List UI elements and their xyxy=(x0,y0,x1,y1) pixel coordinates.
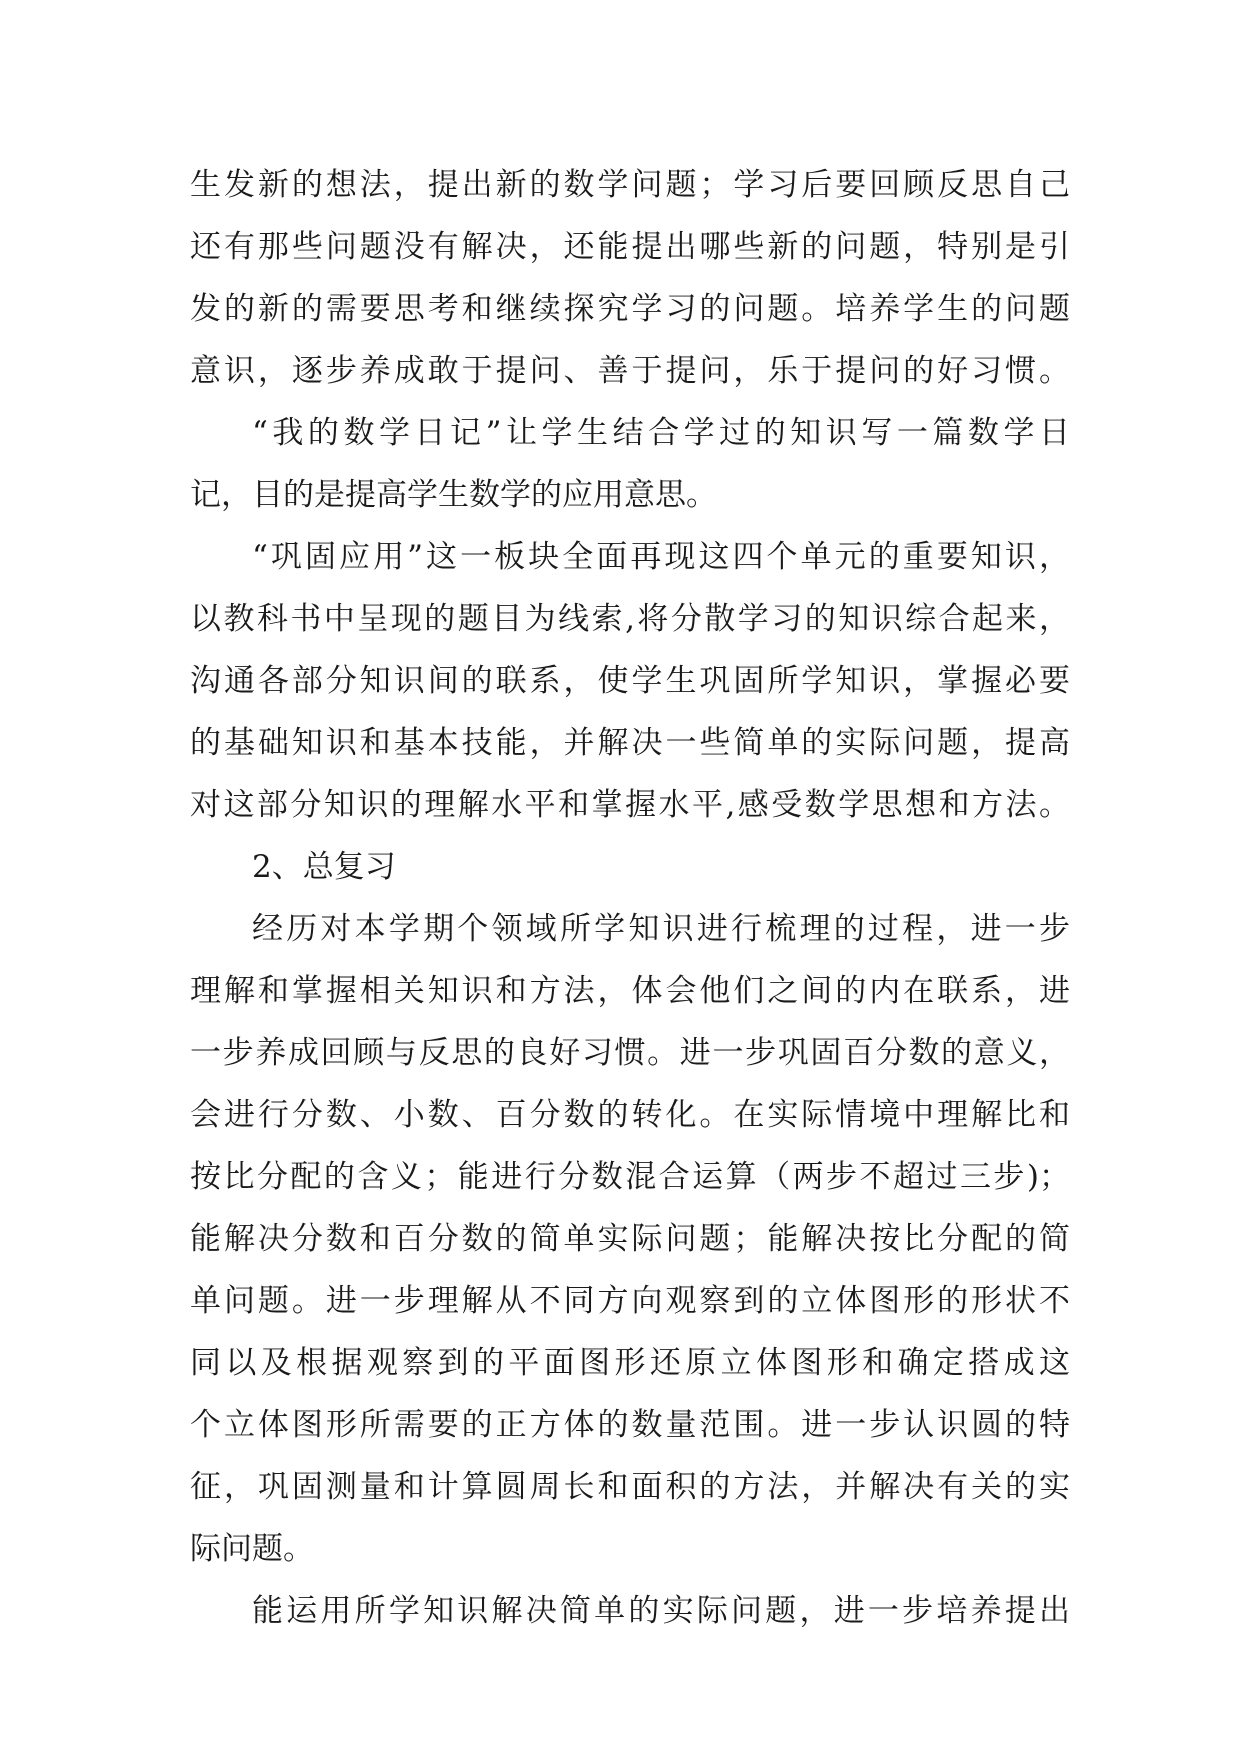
text-line: 对这部分知识的理解水平和掌握水平,感受数学思想和方法。 xyxy=(190,787,1070,823)
text-line: 能解决分数和百分数的简单实际问题；能解决按比分配的简 xyxy=(190,1221,1070,1257)
text-line: 按比分配的含义；能进行分数混合运算（两步不超过三步)； xyxy=(190,1159,1070,1195)
text-line: 一步养成回顾与反思的良好习惯。进一步巩固百分数的意义， xyxy=(190,1035,1070,1071)
text-line: 以教科书中呈现的题目为线索,将分散学习的知识综合起来， xyxy=(190,601,1070,637)
text-line: 单问题。进一步理解从不同方向观察到的立体图形的形状不 xyxy=(190,1283,1070,1319)
text-line: 发的新的需要思考和继续探究学习的问题。培养学生的问题 xyxy=(190,291,1070,327)
text-line: 理解和掌握相关知识和方法，体会他们之间的内在联系，进 xyxy=(190,973,1070,1009)
body-text xyxy=(190,154,1070,1642)
text-line: 能运用所学知识解决简单的实际问题，进一步培养提出 xyxy=(252,1593,1070,1629)
text-line: 沟通各部分知识间的联系，使学生巩固所学知识，掌握必要 xyxy=(190,663,1070,699)
text-line: 征，巩固测量和计算圆周长和面积的方法，并解决有关的实 xyxy=(190,1469,1070,1505)
text-line: “巩固应用”这一板块全面再现这四个单元的重要知识， xyxy=(252,539,1070,575)
section-heading: 2、总复习 xyxy=(252,849,396,885)
text-line: 还有那些问题没有解决，还能提出哪些新的问题，特别是引 xyxy=(190,229,1070,265)
text-line: 会进行分数、小数、百分数的转化。在实际情境中理解比和 xyxy=(190,1097,1070,1133)
text-line: 经历对本学期个领域所学知识进行梳理的过程，进一步 xyxy=(252,911,1070,947)
text-line: 生发新的想法，提出新的数学问题；学习后要回顾反思自己 xyxy=(190,167,1070,203)
text-line: 的基础知识和基本技能，并解决一些简单的实际问题，提高 xyxy=(190,725,1070,761)
text-line: 同以及根据观察到的平面图形还原立体图形和确定搭成这 xyxy=(190,1345,1070,1381)
text-line: 个立体图形所需要的正方体的数量范围。进一步认识圆的特 xyxy=(190,1407,1070,1443)
text-line: 记，目的是提高学生数学的应用意思。 xyxy=(190,477,717,513)
text-line: “我的数学日记”让学生结合学过的知识写一篇数学日 xyxy=(252,415,1070,451)
text-line: 意识，逐步养成敢于提问、善于提问，乐于提问的好习惯。 xyxy=(190,353,1070,389)
text-line: 际问题。 xyxy=(190,1531,314,1567)
